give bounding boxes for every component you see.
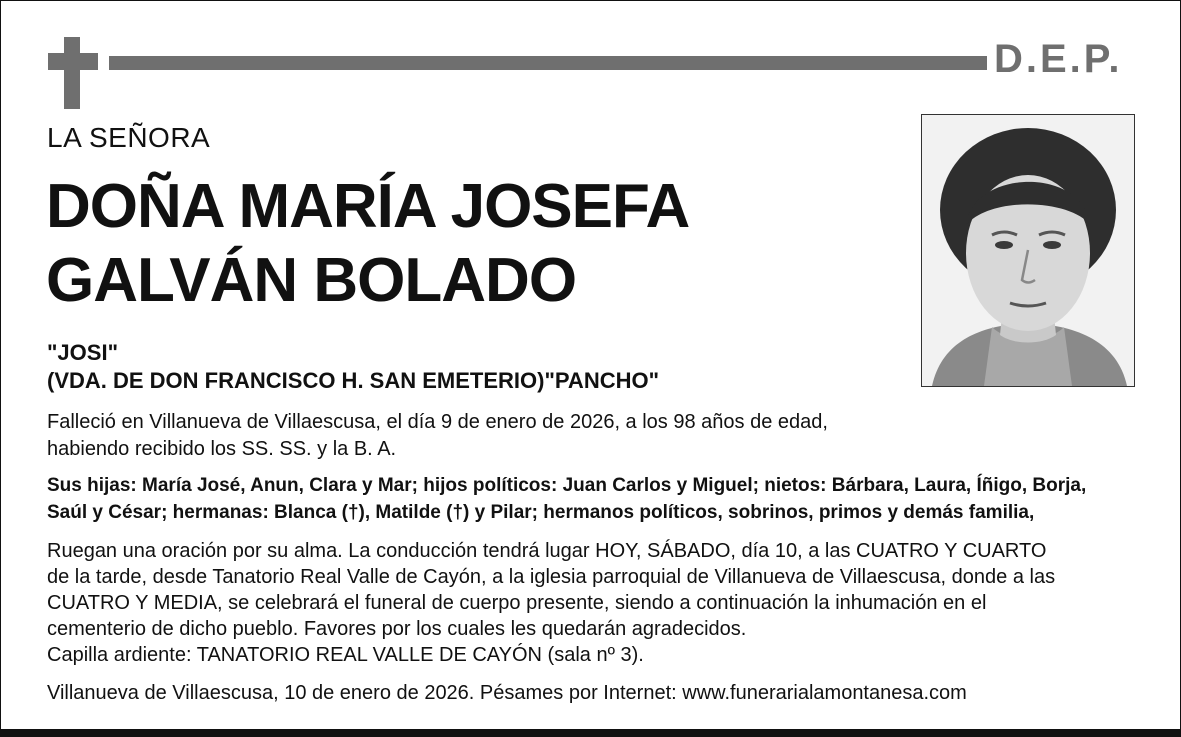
deceased-name bbox=[46, 170, 689, 318]
nickname: "JOSI" bbox=[47, 340, 118, 365]
service-line-2: de la tarde, desde Tanatorio Real Valle de Cayón, a la iglesia parroquial de Villanueva de Villaescusa, donde a las bbox=[47, 566, 1056, 588]
portrait-photo bbox=[921, 114, 1135, 387]
name-line-2: GALVÁN BOLADO bbox=[46, 246, 577, 315]
family-line-2: Saúl y César; hermanas: Blanca (†), Matilde (†) y Pilar; hermanos políticos, sobrinos, primos y demás familia, bbox=[47, 502, 1035, 523]
widow-of: (VDA. DE DON FRANCISCO H. SAN EMETERIO)"PANCHO" bbox=[47, 368, 660, 393]
bottom-rule bbox=[0, 729, 1181, 737]
service-paragraph bbox=[47, 538, 1147, 668]
death-line-2: habiendo recibido los SS. SS. y la B. A. bbox=[47, 438, 397, 460]
service-line-1: Ruegan una oración por su alma. La conducción tendrá lugar HOY, SÁBADO, día 10, a las CUATRO Y CUARTO bbox=[47, 540, 1047, 562]
family-line-1: Sus hijas: María José, Anun, Clara y Mar; hijos políticos: Juan Carlos y Miguel; nietos: Bárbara, Laura, Íñigo, Borja, bbox=[47, 475, 1087, 496]
service-line-4: cementerio de dicho pueblo. Favores por los cuales les quedarán agradecidos. bbox=[47, 618, 747, 640]
death-paragraph bbox=[47, 409, 907, 463]
family-paragraph bbox=[47, 472, 1147, 526]
footer-line: Villanueva de Villaescusa, 10 de enero de 2026. Pésames por Internet: www.funerarialamontanesa.com bbox=[47, 682, 967, 704]
service-line-3: CUATRO Y MEDIA, se celebrará el funeral de cuerpo presente, siendo a continuación la inhumación en el bbox=[47, 592, 987, 614]
cross-icon bbox=[64, 37, 80, 109]
header-rule bbox=[109, 56, 987, 70]
dep-label: D.E.P. bbox=[994, 37, 1123, 81]
portrait-icon bbox=[922, 115, 1134, 386]
death-line-1: Falleció en Villanueva de Villaescusa, el día 9 de enero de 2026, a los 98 años de edad, bbox=[47, 411, 828, 433]
pretitle: LA SEÑORA bbox=[47, 122, 211, 153]
name-line-1: DOÑA MARÍA JOSEFA bbox=[46, 172, 690, 241]
cross-icon-bar bbox=[48, 53, 98, 70]
service-line-5: Capilla ardiente: TANATORIO REAL VALLE DE CAYÓN (sala nº 3). bbox=[47, 644, 644, 666]
